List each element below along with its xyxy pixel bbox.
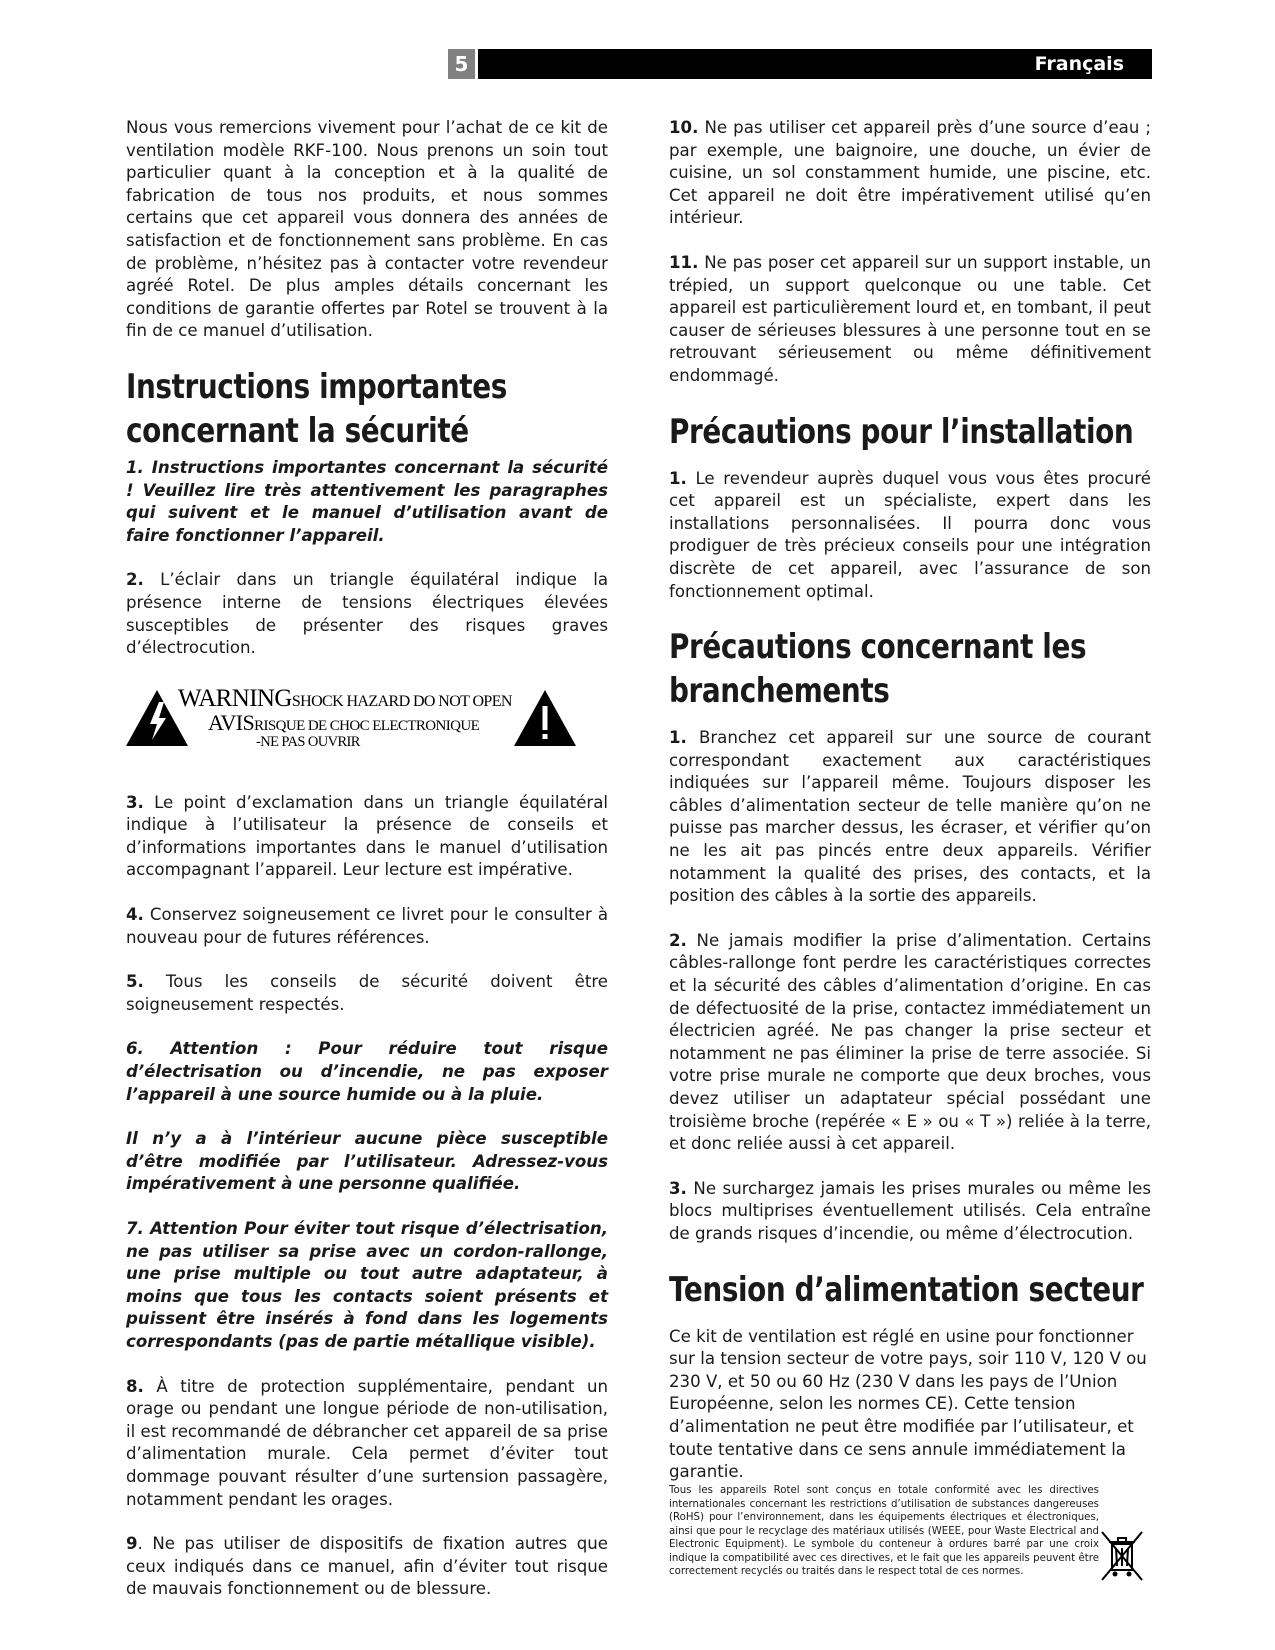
- safety-item-4: [126, 904, 608, 949]
- item-text: Tous les conseils de sécurité doivent être soigneusement respectés.: [126, 972, 608, 1014]
- warning-text: SHOCK HAZARD DO NOT OPEN: [291, 692, 512, 710]
- safety-item-6: 6. Attention : Pour réduire tout risque d’électrisation ou d’incendie, ne pas exposer l’appareil à une source humide ou à la pluie.: [126, 1039, 608, 1104]
- item-number: 1.: [669, 468, 687, 488]
- right-column: [669, 117, 1151, 1506]
- item-number: 4.: [126, 905, 144, 925]
- rohs-weee-note: Tous les appareils Rotel sont conçus en totale conformité avec les directives internationales concernant les restrictions d’utilisation de substances dangereuses (RoHS) pour l’environnement, dans les équipements électriques et électroniques, ainsi que pour le recyclage des matériaux utilisés (WEEE, pour Waste Electrical and Electronic Equipment). Le symbole du conteneur à ordures barré par une croix indique la compatibilité avec ces directives, et le fait que les appareils peuvent être correctement recyclés ou traités dans le respect total de ces normes.: [669, 1485, 1099, 1577]
- item-text: Branchez cet appareil sur une source de courant correspondant exactement aux caractéristiques indiquées sur l’appareil même. Toujours disposer les câbles d’alimentation secteur de telle manière qu’on ne puisse pas marcher dessus, les écraser, et vérifier qu’on ne les ait pas pincés entre deux appareils. Vérifier notamment la qualité des prises, des contacts, et la position des câbles à la sortie des appareils.: [669, 728, 1151, 906]
- item-text: Ne pas poser cet appareil sur un support instable, un trépied, un support quelconque ou une table. Cet appareil est particulièrement lourd et, en tombant, il peut causer de sérieuses blessures à une personne tout en se retrouvant sérieusement ou même définitivement endommagé.: [669, 252, 1151, 385]
- safety-heading-line2: concernant la sécurité: [126, 410, 469, 451]
- item-text: Ne jamais modifier la prise d’alimentation. Certains câbles-rallonge font perdre les caractéristiques correctes et la sécurité des câbles d’alimentation d’origine. En cas de défectuosité de la prise, contactez immédiatement un électricien agréé. Ne pas changer la prise secteur et notamment ne pas éliminer la prise de terre associée. Si votre prise murale ne comporte que deux broches, vous devez utiliser un adaptateur spécial possédant une troisième broche (repérée « E » ou « T ») reliée à la terre, et donc reliée aussi à cet appareil.: [669, 930, 1151, 1154]
- connections-heading-line2: branchements: [669, 671, 890, 712]
- connections-heading: [669, 625, 1087, 713]
- item-text: L’éclair dans un triangle équilatéral indique la présence interne de tensions électriques élevées susceptibles de présenter des risques graves d’électrocution.: [126, 570, 608, 658]
- avis-text: RISQUE DE CHOC ELECTRONIQUE: [254, 717, 480, 734]
- safety-item-10: [669, 117, 1151, 230]
- item-number: 2.: [126, 570, 144, 590]
- installation-heading: Précautions pour l’installation: [669, 411, 1134, 452]
- item-text: Ne surchargez jamais les prises murales ou même les blocs multiprises éventuellement utilisés. Cela entraîne de grands risques d’incendie, ou même d’électrocution.: [669, 1178, 1152, 1243]
- item-text: Ne pas utiliser cet appareil près d’une source d’eau ; par exemple, une baignoire, une douche, un évier de cuisine, un sol constamment humide, une piscine, etc. Cet appareil ne doit être impérativement utilisé qu’en intérieur.: [669, 118, 1151, 228]
- safety-item-1: 1. Instructions importantes concernant la sécurité ! Veuillez lire très attentivement les paragraphes qui suivent et le manuel d’utilisation avant de faire fonctionner l’appareil.: [126, 457, 608, 545]
- crossed-bin-icon: [1100, 1530, 1144, 1586]
- item-number: 10.: [669, 118, 699, 137]
- warning-line-1: [178, 685, 512, 713]
- item-number: 3.: [669, 1178, 687, 1198]
- item-text: Conservez soigneusement ce livret pour le consulter à nouveau pour de futures références.: [126, 905, 608, 947]
- item-text: Le revendeur auprès duquel vous vous êtes procuré cet appareil est un spécialiste, expert dans les installations personnalisées. Il pourra donc vous prodiguer de très précieux conseils pour une intégration discrète de cet appareil, avec l’assurance de son fonctionnement optimal.: [669, 468, 1151, 601]
- item-number: 2.: [669, 930, 687, 950]
- item-number: 11.: [669, 252, 699, 272]
- item-number: 8.: [126, 1376, 144, 1396]
- left-column: [126, 117, 608, 1623]
- connections-item-2: [669, 930, 1151, 1156]
- intro-paragraph: Nous vous remercions vivement pour l’achat de ce kit de ventilation modèle RKF-100. Nous prenons un soin tout particulier quant à la conception et à la qualité de fabrication de tous nos produits, et nous sommes certains que cet appareil vous donnera des années de satisfaction et de fonctionnement sans problème. En cas de problème, n’hésitez pas à contacter votre revendeur agréé Rotel. De plus amples détails concernant les conditions de garantie offertes par Rotel se trouvent à la fin de ce manuel d’utilisation.: [126, 118, 608, 341]
- language-header: [478, 49, 1152, 79]
- avis-word: AVIS: [208, 709, 255, 735]
- safety-item-2: [126, 569, 608, 659]
- item-number: 9: [126, 1534, 138, 1554]
- item-number: 3.: [126, 792, 144, 812]
- safety-item-11: [669, 252, 1151, 388]
- item-number: 5.: [126, 972, 144, 992]
- shock-warning-label: [126, 682, 576, 762]
- safety-item-8: [126, 1376, 608, 1512]
- connections-heading-line1: Précautions concernant les: [669, 627, 1087, 668]
- item-number: 1.: [669, 728, 687, 748]
- safety-item-6b: Il n’y a à l’intérieur aucune pièce susceptible d’être modifiée par l’utilisateur. Adressez-vous impérativement à une personne qualifiée.: [126, 1129, 608, 1194]
- exclamation-triangle-icon: [514, 690, 576, 746]
- connections-item-1: [669, 727, 1151, 908]
- warning-word: WARNING: [178, 684, 292, 712]
- safety-heading: [126, 365, 521, 453]
- item-text: . Ne pas utiliser de dispositifs de fixation autres que ceux indiqués dans ce manuel, afin d’éviter tout risque de mauvais fonctionnement ou de blessure.: [126, 1534, 608, 1599]
- safety-item-3: [126, 792, 608, 882]
- safety-item-9: [126, 1533, 608, 1601]
- warning-line-2: [208, 710, 479, 736]
- voltage-paragraph: Ce kit de ventilation est réglé en usine pour fonctionner sur la tension secteur de votre pays, soir 110 V, 120 V ou 230 V, et 50 ou 60 Hz (230 V dans les pays de l’Union Européenne, selon les normes CE). Cette tension d’alimentation ne peut être modifiée par l’utilisateur, et toute tentative dans ce sens annule immédiatement la garantie.: [669, 1326, 1147, 1482]
- safety-item-7: 7. Attention Pour éviter tout risque d’électrisation, ne pas utiliser sa prise avec un cordon-rallonge, une prise multiple ou tout autre adaptateur, à moins que tous les contacts soient présents et puissent être insérés à fond dans les logements correspondants (pas de partie métallique visible).: [126, 1219, 608, 1351]
- connections-item-3: [669, 1178, 1151, 1246]
- installation-item-1: [669, 468, 1151, 604]
- voltage-heading: Tension d’alimentation secteur: [669, 1269, 1144, 1310]
- safety-heading-line1: Instructions importantes: [126, 366, 507, 407]
- page-number: 5: [448, 49, 475, 79]
- safety-item-5: [126, 971, 608, 1016]
- item-text: Le point d’exclamation dans un triangle équilatéral indique à l’utilisateur la présence de conseils et d’informations importantes dans le manuel d’utilisation accompagnant l’appareil. Leur lecture est impérative.: [126, 792, 609, 880]
- item-text: À titre de protection supplémentaire, pendant un orage ou pendant une longue période de non-utilisation, il est recommandé de débrancher cet appareil de sa prise d’alimentation murale. Cela permet d’éviter tout dommage pouvant résulter d’une surtension passagère, notamment pendant les orages.: [126, 1376, 608, 1509]
- warning-line-3: -NE PAS OUVRIR: [256, 733, 360, 750]
- language-label: Français: [1034, 53, 1124, 75]
